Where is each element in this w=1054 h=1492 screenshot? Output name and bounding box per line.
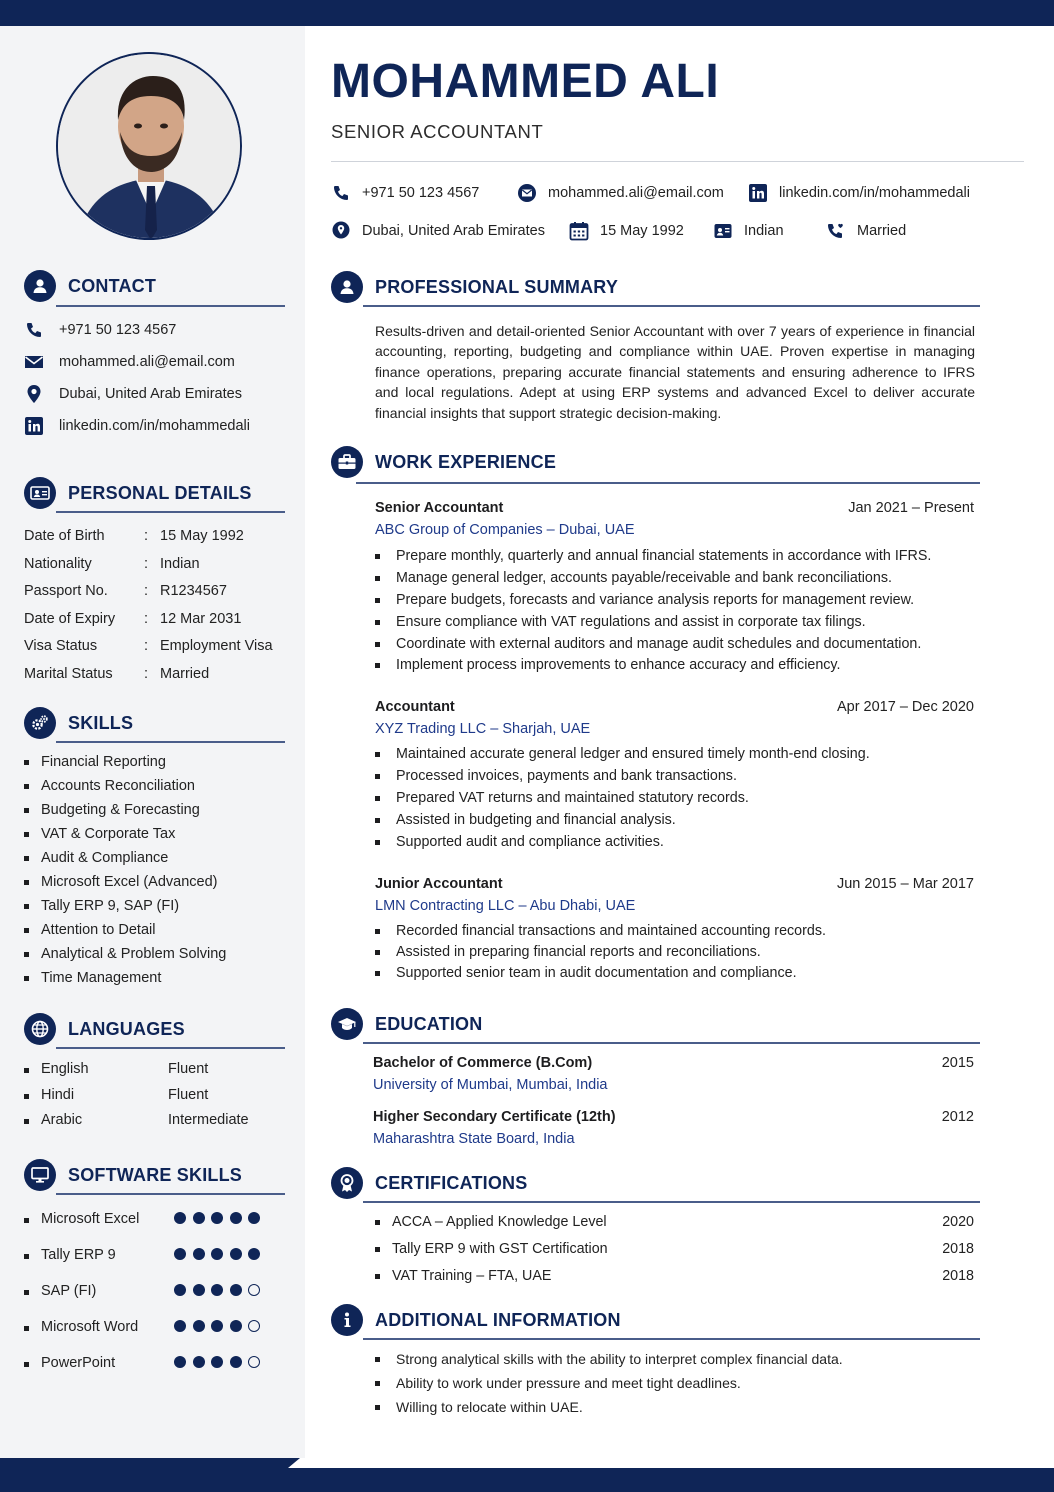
rating-dot-empty [248,1284,260,1296]
edu-school: Maharashtra State Board, India [373,1131,575,1147]
personal-title: PERSONAL DETAILS [68,482,252,503]
rating-dot-filled [174,1284,186,1296]
education-heading [331,1008,482,1040]
rating-dot-filled [193,1212,205,1224]
rating-dots [174,1356,267,1368]
rating-dot-filled [211,1284,223,1296]
summary-title: PROFESSIONAL SUMMARY [375,276,619,297]
personal-heading [24,477,252,509]
job-bullet: Recorded financial transactions and maintained accounting records. [375,923,826,939]
contact-heading [24,270,156,302]
info-icon [331,1304,363,1336]
contact-phone-text: +971 50 123 4567 [59,322,177,338]
rating-dot-filled [174,1248,186,1260]
job-bullet: Supported audit and compliance activities. [375,834,664,850]
header-linkedin[interactable]: linkedin.com/in/mohammedali [748,183,970,203]
education-rule [363,1042,980,1044]
rating-dot-filled [230,1284,242,1296]
languages-heading [24,1013,185,1045]
contact-email[interactable] [24,352,235,372]
rating-dot-filled [230,1212,242,1224]
header-marital: Married [826,221,906,241]
edu-year: 2015 [941,1055,974,1071]
job-bullet: Ensure compliance with VAT regulations and assist in corporate tax filings. [375,614,866,630]
contact-linkedin-text: linkedin.com/in/mohammedali [59,418,250,434]
edu-degree: Higher Secondary Certificate (12th) [373,1109,616,1125]
bottom-bar [0,1468,1054,1492]
additional-item: Strong analytical skills with the ability to interpret complex financial data. [375,1351,843,1367]
globe-icon [24,1013,56,1045]
location-pin-icon [24,384,44,404]
rating-dot-filled [230,1248,242,1260]
contact-rule [56,305,285,307]
summary-rule [363,305,980,307]
header-email[interactable]: mohammed.ali@email.com [517,183,724,203]
header-phone[interactable]: +971 50 123 4567 [331,183,479,203]
briefcase-icon [331,446,363,478]
skills-heading [24,707,133,739]
edu-degree: Bachelor of Commerce (B.Com) [373,1055,593,1071]
edu-year: 2012 [941,1109,974,1125]
skill-item: Attention to Detail [24,922,155,938]
gears-icon [24,707,56,739]
skill-item: VAT & Corporate Tax [24,826,175,842]
languages-title: LANGUAGES [68,1018,185,1039]
linkedin-icon [24,416,44,436]
skills-rule [56,741,285,743]
summary-heading [331,271,618,303]
job-dates: Jan 2021 – Present [848,500,974,516]
rating-dots [174,1284,267,1296]
skills-title: SKILLS [68,712,134,733]
skill-item: Financial Reporting [24,754,166,770]
contact-linkedin[interactable] [24,416,250,436]
rating-dot-filled [230,1356,242,1368]
job-bullet: Prepare budgets, forecasts and variance analysis reports for management review. [375,592,914,608]
job-role: Senior Accountant [375,500,504,516]
job-company: XYZ Trading LLC – Sharjah, UAE [375,721,591,737]
user-icon [24,270,56,302]
header-nationality: Indian [713,221,784,241]
certifications-heading [331,1167,527,1199]
linkedin-icon [748,183,768,203]
languages-rule [56,1047,285,1049]
header-dob: 15 May 1992 [569,221,684,241]
personal-rule [56,511,285,513]
mail-icon [24,352,44,372]
rating-dot-filled [193,1320,205,1332]
award-ribbon-icon [331,1167,363,1199]
certifications-title: CERTIFICATIONS [375,1172,528,1193]
rating-dots [174,1248,267,1260]
contact-location [24,384,242,404]
contact-title: CONTACT [68,275,157,296]
job-bullet: Supported senior team in audit documentation and compliance. [375,965,797,981]
edu-school: University of Mumbai, Mumbai, India [373,1077,608,1093]
additional-title: ADDITIONAL INFORMATION [375,1309,621,1330]
profile-photo [56,52,242,240]
rating-dot-filled [193,1284,205,1296]
rating-dots [174,1212,267,1224]
job-bullet: Maintained accurate general ledger and ensured timely month-end closing. [375,746,870,762]
rating-dot-empty [248,1356,260,1368]
passport-icon [713,221,733,241]
job-bullet: Manage general ledger, accounts payable/receivable and bank reconciliations. [375,570,892,586]
certifications-rule [363,1201,980,1203]
skill-item: Microsoft Excel (Advanced) [24,874,217,890]
job-company: LMN Contracting LLC – Abu Dhabi, UAE [375,898,636,914]
contact-phone[interactable] [24,320,176,340]
rating-dot-filled [174,1320,186,1332]
rating-dot-filled [248,1212,260,1224]
experience-title: WORK EXPERIENCE [375,451,557,472]
additional-heading [331,1304,621,1336]
job-dates: Jun 2015 – Mar 2017 [836,876,974,892]
rating-dots [174,1320,267,1332]
additional-item: Ability to work under pressure and meet tight deadlines. [375,1375,741,1391]
job-dates: Apr 2017 – Dec 2020 [836,699,974,715]
software-name: Microsoft Word [41,1319,139,1335]
mail-icon [517,183,537,203]
experience-rule [356,482,980,484]
summary-text: Results-driven and detail-oriented Senior Accountant with over 7 years of experience in financial accounting, reporting, budgeting and compliance within UAE. Proven expertise in managing finance operations, preparing accurate financial statements and ensuring adherence to IFRS and local regulations. Adept at using ERP systems and advanced Excel to deliver accurate financial insights that support strategic decision-making. [375,323,975,421]
rating-dot-filled [193,1248,205,1260]
job-bullet: Prepare monthly, quarterly and annual financial statements in accordance with IFRS. [375,548,931,564]
rating-dot-filled [230,1320,242,1332]
skill-item: Accounts Reconciliation [24,778,195,794]
contact-location-text: Dubai, United Arab Emirates [59,386,242,402]
phone-heart-icon [826,221,846,241]
rating-dot-filled [211,1248,223,1260]
rating-dot-empty [248,1320,260,1332]
software-name: SAP (FI) [41,1283,97,1299]
candidate-name: MOHAMMED ALI [331,55,720,108]
monitor-icon [24,1159,56,1191]
software-heading [24,1159,242,1191]
experience-heading [331,446,556,478]
contact-email-text: mohammed.ali@email.com [59,354,235,370]
job-bullet: Implement process improvements to enhance accuracy and efficiency. [375,657,840,673]
software-rule [56,1193,285,1195]
graduation-cap-icon [331,1008,363,1040]
rating-dot-filled [193,1356,205,1368]
skill-item: Analytical & Problem Solving [24,946,226,962]
software-name: PowerPoint [41,1355,116,1371]
rating-dot-filled [248,1248,260,1260]
job-bullet: Prepared VAT returns and maintained statutory records. [375,790,749,806]
rating-dot-filled [174,1356,186,1368]
job-bullet: Assisted in budgeting and financial analysis. [375,812,676,828]
top-bar [0,0,1054,26]
job-bullet: Processed invoices, payments and bank transactions. [375,768,737,784]
rating-dot-filled [174,1212,186,1224]
calendar-icon [569,221,589,241]
phone-icon [331,183,351,203]
job-bullet: Coordinate with external auditors and manage audit schedules and documentation. [375,636,921,652]
user-icon [331,271,363,303]
phone-icon [24,320,44,340]
job-bullet: Assisted in preparing financial reports and reconciliations. [375,944,761,960]
job-role: Accountant [375,699,455,715]
location-pin-icon [331,221,351,241]
additional-item: Willing to relocate within UAE. [375,1399,583,1415]
rating-dot-filled [211,1320,223,1332]
id-card-icon [24,477,56,509]
additional-rule [363,1338,980,1340]
education-title: EDUCATION [375,1013,483,1034]
skill-item: Audit & Compliance [24,850,168,866]
software-name: Tally ERP 9 [41,1247,116,1263]
skill-item: Budgeting & Forecasting [24,802,200,818]
software-title: SOFTWARE SKILLS [68,1164,242,1185]
job-title: SENIOR ACCOUNTANT [331,121,544,142]
header-location: Dubai, United Arab Emirates [331,221,545,241]
rating-dot-filled [211,1356,223,1368]
job-role: Junior Accountant [375,876,503,892]
software-name: Microsoft Excel [41,1211,140,1227]
skill-item: Time Management [24,970,161,986]
job-company: ABC Group of Companies – Dubai, UAE [375,522,635,538]
header-divider [331,161,1024,162]
skill-item: Tally ERP 9, SAP (FI) [24,898,179,914]
rating-dot-filled [211,1212,223,1224]
